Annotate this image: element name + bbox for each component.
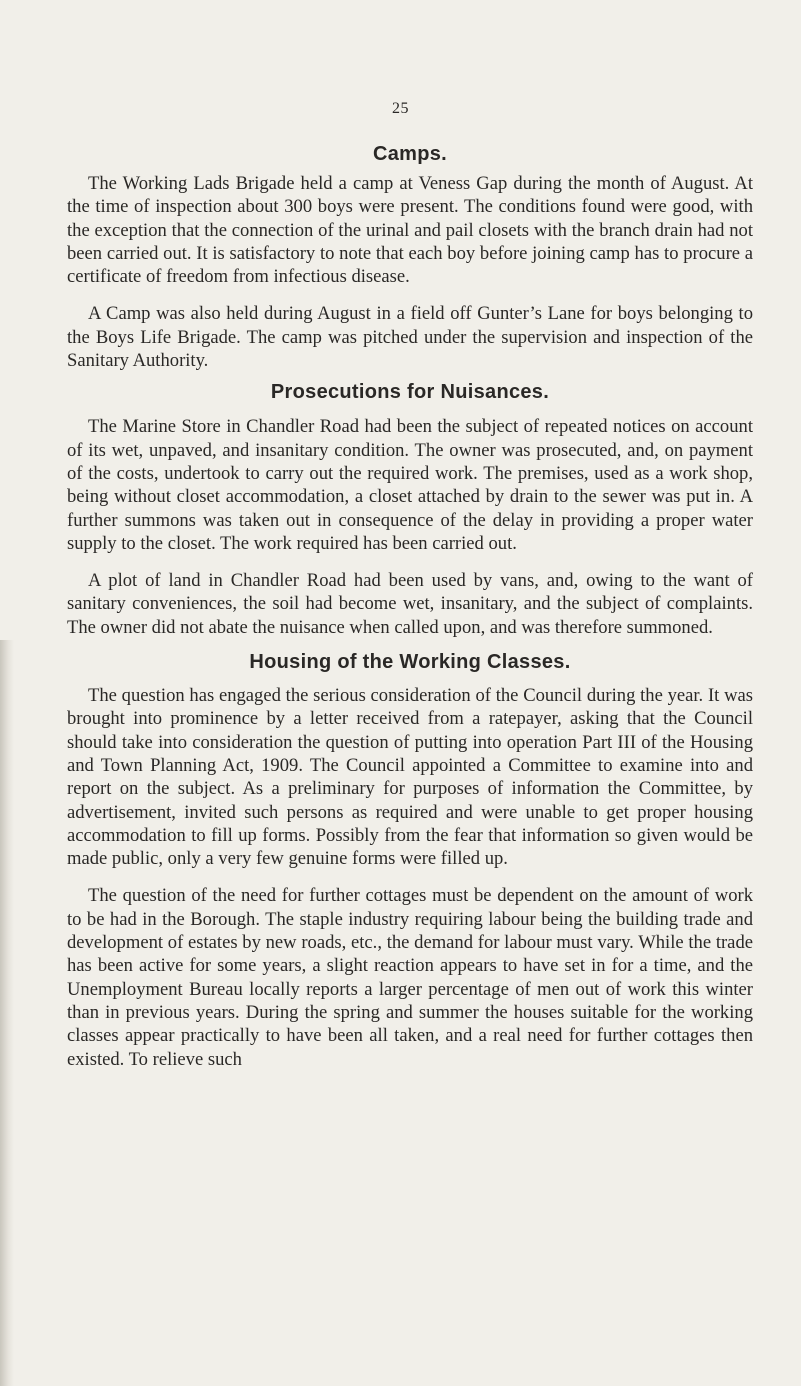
page-number: 25 [392,100,409,117]
paragraph: The question has engaged the serious consideration of the Council during the year. It was brought into prominence by a letter received from a ratepayer, asking that the Council should take into consideration the question of putting into operation Part III of the Housing and Town Planning Act, 1909. The Council appointed a Committee to examine into and report on the subject. As a preliminary for purposes of information the Committee, by advertisement, invited such persons as required and were unable to get proper housing accommodation to fill up forms. Possibly from the fear that information so given would be made public, only a very few genuine forms were filled up. [67,685,753,870]
paragraph: The Marine Store in Chandler Road had been the subject of repeated notices on account of its wet, unpaved, and insanitary condition. The owner was prosecuted, and, on payment of the costs, undertook to carry out the required work. The premises, used as a work shop, being without closet accommodation, a closet attached by drain to the sewer was put in. A further summons was taken out in consequence of the delay in providing a proper water supply to the closet. The work required has been carried out. [67,416,753,554]
section-heading-housing: Housing of the Working Classes. [249,651,571,674]
paragraph: A Camp was also held during August in a field off Gunter’s Lane for boys belonging to the Boys Life Brigade. The camp was pitched under the supervision and inspection of the Sanitary Authority. [67,303,753,372]
text-column [67,143,753,1071]
paragraph: The Working Lads Brigade held a camp at Veness Gap during the month of August. At the time of inspection about 300 boys were present. The conditions found were good, with the exception that the connection of the urinal and pail closets with the branch drain had not been carried out. It is satisfactory to note that each boy before joining camp has to procure a certificate of freedom from infectious disease. [67,173,753,288]
section-heading-camps: Camps. [372,143,448,165]
section-heading-prosecutions: Prosecutions for Nuisances. [270,381,550,404]
binding-shadow [0,640,14,1386]
paragraph: A plot of land in Chandler Road had been used by vans, and, owing to the want of sanitary conveniences, the soil had become wet, insanitary, and the subject of complaints. The owner did not abate the nuisance when called upon, and was therefore summoned. [67,570,753,638]
paragraph: The question of the need for further cottages must be dependent on the amount of work to be had in the Borough. The staple industry requiring labour being the building trade and development of estates by new roads, etc., the demand for labour must vary. While the trade has been active for some years, a slight reaction appears to have set in for a time, and the Unemployment Bureau locally reports a larger percentage of men out of work this winter than in previous years. During the spring and summer the houses suitable for the working classes appear practically to have been all taken, and a real need for further cottages then existed. To relieve such [67,885,753,1070]
